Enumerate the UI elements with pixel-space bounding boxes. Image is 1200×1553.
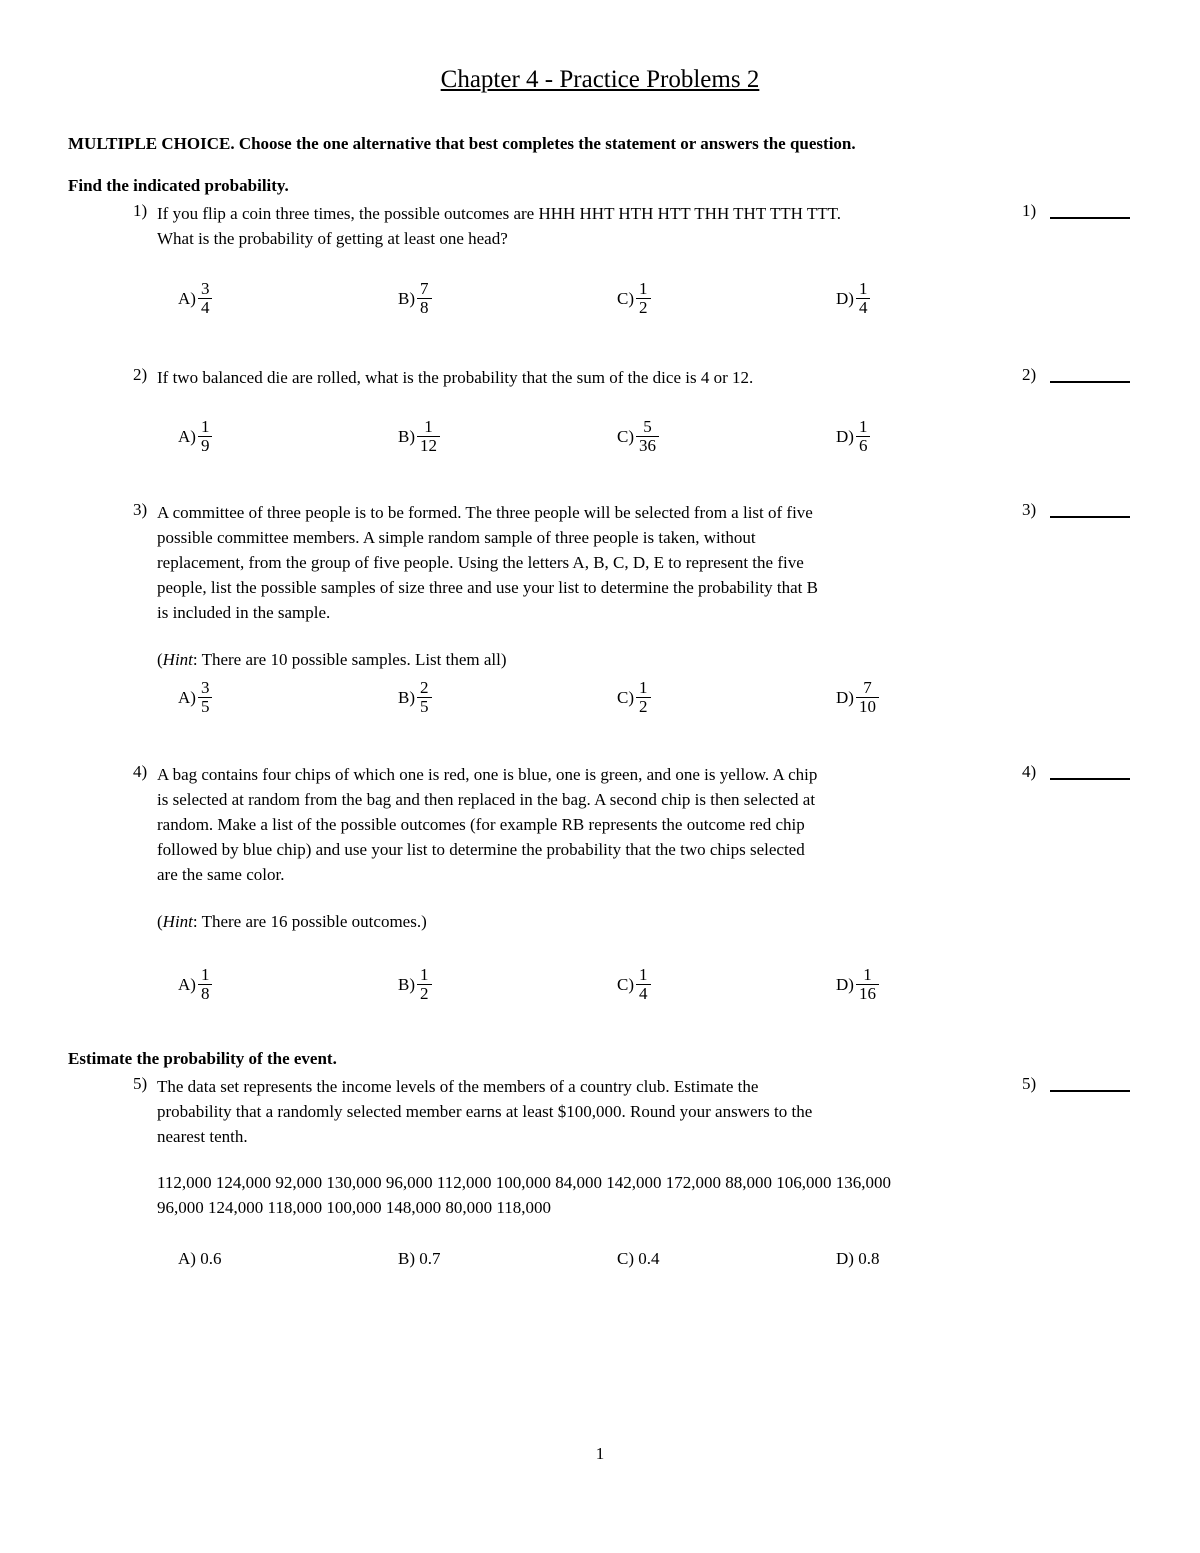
choice-d bbox=[836, 1249, 879, 1269]
numerator: 1 bbox=[200, 965, 210, 984]
denominator: 2 bbox=[636, 697, 651, 716]
choice-d bbox=[836, 418, 870, 455]
choice-value: 0.4 bbox=[638, 1249, 660, 1268]
fraction bbox=[198, 679, 213, 716]
answer-line[interactable] bbox=[1050, 1090, 1130, 1092]
answer-line[interactable] bbox=[1050, 778, 1130, 780]
choice-c bbox=[617, 1249, 660, 1269]
question-number: 5) bbox=[133, 1074, 148, 1093]
hint-text: : There are 16 possible outcomes.) bbox=[192, 912, 427, 931]
fraction bbox=[636, 679, 651, 716]
question-text-line: probability that a randomly selected member earns at least $100,000. Round your answers to the bbox=[157, 1102, 813, 1121]
numerator: 5 bbox=[643, 417, 652, 436]
denominator: 4 bbox=[636, 984, 651, 1003]
hint-text: : There are 10 possible samples. List them all) bbox=[192, 650, 507, 669]
choice-label: D) bbox=[836, 974, 854, 994]
denominator: 2 bbox=[417, 984, 432, 1003]
denominator: 8 bbox=[417, 298, 432, 317]
denominator: 5 bbox=[417, 697, 432, 716]
numerator: 3 bbox=[200, 678, 210, 697]
answer-line[interactable] bbox=[1050, 217, 1130, 219]
denominator: 9 bbox=[198, 436, 213, 455]
answer-label: 1) bbox=[1022, 201, 1037, 220]
hint-word: Hint bbox=[162, 912, 193, 931]
question-text-line: is selected at random from the bag and then replaced in the bag. A second chip is then selected at bbox=[157, 790, 816, 809]
fraction bbox=[198, 966, 213, 1003]
question-text bbox=[157, 1074, 1007, 1149]
numerator: 1 bbox=[639, 965, 648, 984]
answer-blank[interactable] bbox=[1022, 365, 1130, 385]
question-number: 1) bbox=[133, 201, 148, 220]
question-text bbox=[157, 201, 1007, 251]
choice-b bbox=[398, 679, 432, 716]
choice-d bbox=[836, 679, 879, 716]
fraction bbox=[856, 966, 879, 1003]
denominator: 5 bbox=[198, 697, 213, 716]
choice-a bbox=[178, 966, 212, 1003]
choice-label: A) bbox=[178, 1249, 196, 1268]
fraction bbox=[636, 966, 651, 1003]
fraction bbox=[417, 966, 432, 1003]
choice-label: A) bbox=[178, 687, 196, 707]
answer-blank[interactable] bbox=[1022, 1074, 1130, 1094]
section-heading: Find the indicated probability. bbox=[68, 176, 289, 195]
fraction bbox=[636, 280, 651, 317]
question-number: 3) bbox=[133, 500, 148, 519]
choice-a bbox=[178, 418, 212, 455]
choice-value: 0.6 bbox=[200, 1249, 222, 1268]
choice-a bbox=[178, 280, 212, 317]
question-text-line: is included in the sample. bbox=[157, 603, 331, 622]
answer-label: 4) bbox=[1022, 762, 1037, 781]
question-text-line: A committee of three people is to be formed. The three people will be selected from a list of five bbox=[157, 503, 813, 522]
numerator: 1 bbox=[639, 279, 648, 298]
answer-label: 2) bbox=[1022, 365, 1037, 384]
fraction bbox=[417, 418, 440, 455]
question-text bbox=[157, 365, 1007, 390]
choice-c bbox=[617, 280, 651, 317]
choice-value: 0.8 bbox=[858, 1249, 880, 1268]
denominator: 36 bbox=[636, 436, 659, 455]
denominator: 4 bbox=[856, 298, 871, 317]
choice-label: D) bbox=[836, 687, 854, 707]
numerator: 7 bbox=[863, 678, 872, 697]
numerator: 1 bbox=[200, 417, 210, 436]
question-text-line: A bag contains four chips of which one is red, one is blue, one is green, and one is yellow. A chip bbox=[157, 765, 818, 784]
answer-blank[interactable] bbox=[1022, 762, 1130, 782]
data-set-line: 96,000 124,000 118,000 100,000 148,000 80,000 118,000 bbox=[157, 1198, 551, 1217]
choice-label: A) bbox=[178, 426, 196, 446]
data-set-line: 112,000 124,000 92,000 130,000 96,000 112,000 100,000 84,000 142,000 172,000 88,000 106,000 136,000 bbox=[157, 1173, 891, 1192]
answer-blank[interactable] bbox=[1022, 500, 1130, 520]
choice-b bbox=[398, 418, 440, 455]
fraction bbox=[417, 679, 432, 716]
choice-label: C) bbox=[617, 288, 634, 308]
fraction bbox=[856, 280, 871, 317]
question-text-line: are the same color. bbox=[157, 865, 285, 884]
choice-label: C) bbox=[617, 426, 634, 446]
numerator: 3 bbox=[200, 279, 210, 298]
choice-label: C) bbox=[617, 687, 634, 707]
choice-label: A) bbox=[178, 974, 196, 994]
question-text-line: nearest tenth. bbox=[157, 1127, 248, 1146]
choice-label: D) bbox=[836, 426, 854, 446]
hint: (Hint: There are 16 possible outcomes.) bbox=[157, 912, 427, 931]
choice-label: C) bbox=[617, 1249, 634, 1268]
choice-d bbox=[836, 966, 879, 1003]
page-number: 1 bbox=[595, 1444, 605, 1463]
choice-label: C) bbox=[617, 974, 634, 994]
question-text-line: replacement, from the group of five people. Using the letters A, B, C, D, E to represent the five bbox=[157, 553, 804, 572]
denominator: 10 bbox=[856, 697, 879, 716]
choice-label: B) bbox=[398, 288, 415, 308]
question-text-line: The data set represents the income levels of the members of a country club. Estimate the bbox=[157, 1077, 759, 1096]
choice-c bbox=[617, 418, 659, 455]
choice-value: 0.7 bbox=[419, 1249, 441, 1268]
fraction bbox=[856, 418, 871, 455]
fraction bbox=[856, 679, 879, 716]
numerator: 1 bbox=[858, 279, 868, 298]
numerator: 1 bbox=[639, 678, 648, 697]
choice-b bbox=[398, 966, 432, 1003]
choice-label: A) bbox=[178, 288, 196, 308]
answer-blank[interactable] bbox=[1022, 201, 1130, 221]
fraction bbox=[198, 418, 213, 455]
numerator: 1 bbox=[863, 965, 872, 984]
numerator: 1 bbox=[858, 417, 868, 436]
question-text-line: possible committee members. A simple random sample of three people is taken, without bbox=[157, 528, 756, 547]
section-heading: Estimate the probability of the event. bbox=[68, 1049, 337, 1068]
question-text bbox=[157, 762, 1007, 887]
question-text-line: people, list the possible samples of size three and use your list to determine the probability that B bbox=[157, 578, 818, 597]
numerator: 7 bbox=[420, 279, 429, 298]
answer-label: 3) bbox=[1022, 500, 1037, 519]
choice-label: D) bbox=[836, 1249, 854, 1268]
question-text-line: If you flip a coin three times, the possible outcomes are HHH HHT HTH HTT THH THT TTH TTT. bbox=[157, 204, 841, 223]
question-text-line: What is the probability of getting at least one head? bbox=[157, 229, 508, 248]
choice-label: B) bbox=[398, 426, 415, 446]
choice-d bbox=[836, 280, 870, 317]
answer-label: 5) bbox=[1022, 1074, 1037, 1093]
choice-c bbox=[617, 966, 651, 1003]
numerator: 2 bbox=[420, 678, 429, 697]
numerator: 1 bbox=[424, 417, 433, 436]
question-number: 2) bbox=[133, 365, 148, 384]
denominator: 2 bbox=[636, 298, 651, 317]
choice-b bbox=[398, 280, 432, 317]
denominator: 16 bbox=[856, 984, 879, 1003]
choice-label: B) bbox=[398, 1249, 415, 1268]
choice-a bbox=[178, 679, 212, 716]
instructions: MULTIPLE CHOICE. Choose the one alternative that best completes the statement or answers the question. bbox=[68, 134, 856, 153]
question-number: 4) bbox=[133, 762, 148, 781]
answer-line[interactable] bbox=[1050, 381, 1130, 383]
fraction bbox=[636, 418, 659, 455]
question-text bbox=[157, 500, 1007, 625]
denominator: 12 bbox=[417, 436, 440, 455]
answer-line[interactable] bbox=[1050, 516, 1130, 518]
choice-label: B) bbox=[398, 687, 415, 707]
choice-label: B) bbox=[398, 974, 415, 994]
choice-c bbox=[617, 679, 651, 716]
question-text-line: random. Make a list of the possible outcomes (for example RB represents the outcome red chip bbox=[157, 815, 805, 834]
fraction bbox=[417, 280, 432, 317]
page-title: Chapter 4 - Practice Problems 2 bbox=[440, 66, 760, 93]
denominator: 6 bbox=[856, 436, 871, 455]
denominator: 4 bbox=[198, 298, 213, 317]
question-text-line: followed by blue chip) and use your list to determine the probability that the two chips selected bbox=[157, 840, 805, 859]
hint: (Hint: There are 10 possible samples. List them all) bbox=[157, 650, 507, 669]
fraction bbox=[198, 280, 213, 317]
choice-label: D) bbox=[836, 288, 854, 308]
question-text-line: If two balanced die are rolled, what is the probability that the sum of the dice is 4 or 12. bbox=[157, 368, 754, 387]
numerator: 1 bbox=[420, 965, 429, 984]
choice-a bbox=[178, 1249, 221, 1269]
denominator: 8 bbox=[198, 984, 213, 1003]
hint-word: Hint bbox=[162, 650, 193, 669]
choice-b bbox=[398, 1249, 441, 1269]
